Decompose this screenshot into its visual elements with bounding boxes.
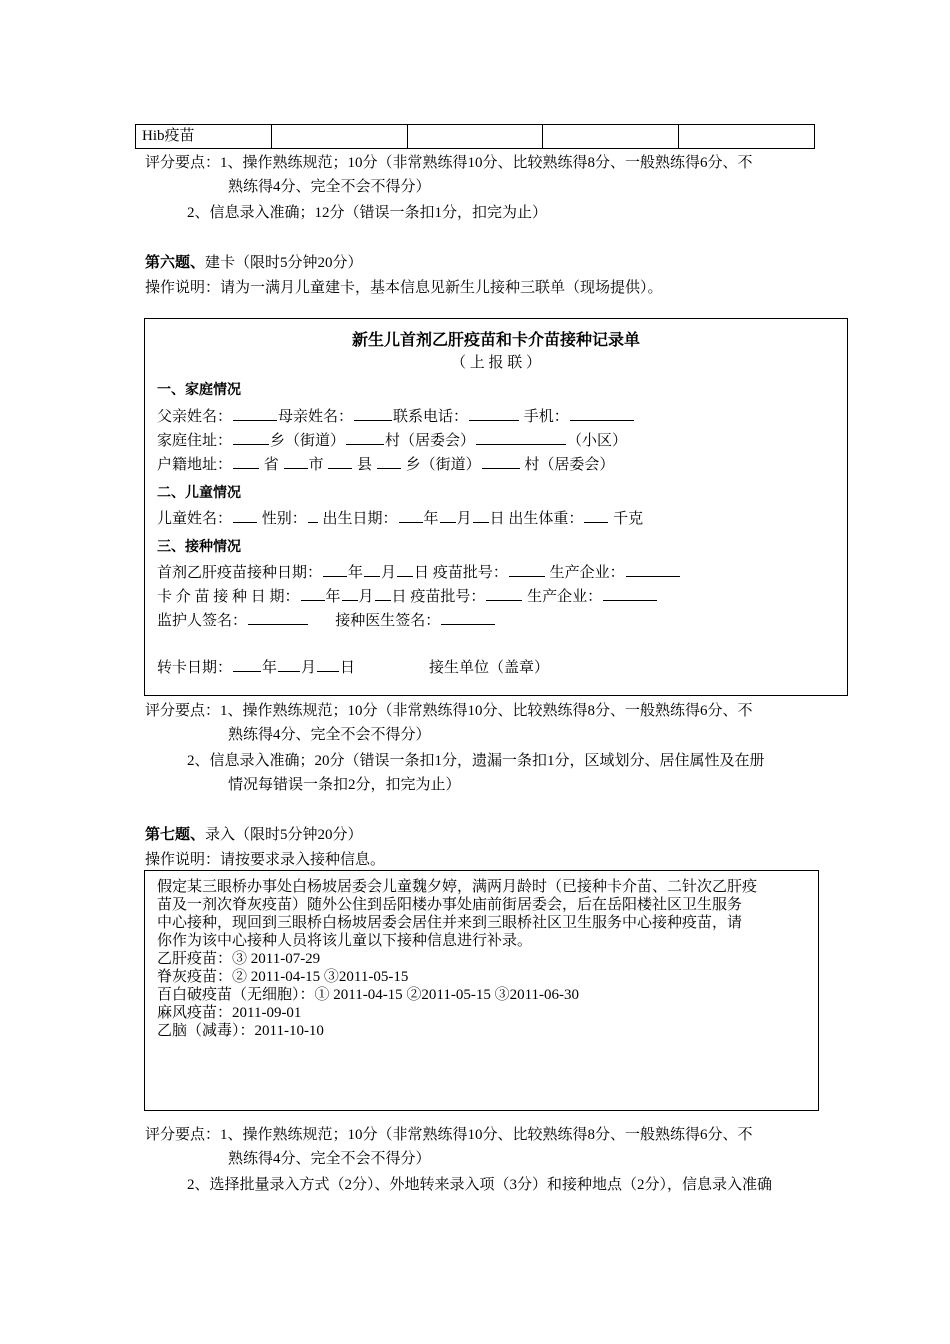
bcg-batch-blank[interactable] <box>486 585 522 601</box>
huji-label: 户籍地址： <box>157 457 233 473</box>
bcg-month-blank[interactable] <box>342 585 358 601</box>
xian-blank[interactable] <box>328 453 352 469</box>
shi-blank[interactable] <box>284 453 308 469</box>
q7-scoring-line2: 2、选择批量录入方式（2分）、外地转来录入项（3分）和接种地点（2分），信息录入准确 <box>187 1177 773 1193</box>
q6-scoring-line2: 2、信息录入准确；20分（错误一条扣1分，遗漏一条扣1分，区域划分、居住属性及在册 <box>187 753 765 769</box>
xiang2-blank[interactable] <box>377 453 401 469</box>
transfer-day-blank[interactable] <box>317 656 339 672</box>
xiang-label: 乡（街道） <box>270 433 346 449</box>
phone-label: 联系电话： <box>393 409 469 425</box>
hepb-year-blank[interactable] <box>323 561 347 577</box>
form-row-transfer <box>157 656 355 680</box>
hepb-day-blank[interactable] <box>397 561 413 577</box>
mobile-label: 手机： <box>523 409 569 425</box>
form-row-signatures <box>157 609 496 633</box>
form-subtitle: （ 上 报 联 ） <box>450 355 541 371</box>
child-name-label: 儿童姓名： <box>157 511 233 527</box>
q7-scoring-line1: 评分要点：1、操作熟练规范；10分（非常熟练得10分、比较熟练得8分、一般熟练得6分、不 <box>145 1127 753 1143</box>
transfer-month-blank[interactable] <box>278 656 300 672</box>
hepb-year-label: 年 <box>348 565 364 581</box>
hepb-maker-label: 生产企业： <box>549 565 625 581</box>
bcg-year-label: 年 <box>325 589 341 605</box>
hepb-day-label: 日 <box>414 565 430 581</box>
father-blank[interactable] <box>233 405 277 421</box>
q6-form-box <box>144 318 848 696</box>
q7-box-line: 乙脑（减毒）：2011-10-10 <box>157 1023 324 1039</box>
father-label: 父亲姓名： <box>157 409 233 425</box>
form-row-huji-address <box>157 453 614 477</box>
form-row-parents <box>157 405 635 429</box>
q6-instruction: 操作说明：请为一满月儿童建卡，基本信息见新生儿接种三联单（现场提供）。 <box>145 280 663 296</box>
transfer-date-label: 转卡日期： <box>157 660 233 676</box>
form-row-home-address <box>157 429 627 453</box>
hepb-date-label: 首剂乙肝疫苗接种日期： <box>157 565 323 581</box>
transfer-year-label: 年 <box>262 660 278 676</box>
hepb-batch-label: 疫苗批号： <box>432 565 508 581</box>
q6-scoring-line1: 评分要点：1、操作熟练规范；10分（非常熟练得10分、比较熟练得8分、一般熟练得6分、不 <box>145 703 753 719</box>
bcg-day-blank[interactable] <box>375 585 391 601</box>
mobile-blank[interactable] <box>570 405 634 421</box>
q7-box-line: 中心接种，现回到三眼桥白杨坡居委会居住并来到三眼桥社区卫生服务中心接种疫苗，请 <box>157 915 743 931</box>
transfer-month-label: 月 <box>301 660 317 676</box>
form-section-vaccination: 三、接种情况 <box>157 539 241 555</box>
guardian-label: 监护人签名： <box>157 613 248 629</box>
bcg-maker-label: 生产企业： <box>527 589 603 605</box>
cun-blank[interactable] <box>346 429 384 445</box>
birth-weight-blank[interactable] <box>584 507 608 523</box>
hepb-maker-blank[interactable] <box>626 561 680 577</box>
q7-box-line: 脊灰疫苗：② 2011-04-15 ③2011-05-15 <box>157 969 409 985</box>
sheng-label: 省 <box>263 457 279 473</box>
xiang2-label: 乡（街道） <box>405 457 481 473</box>
vaccine-table-row <box>135 124 815 149</box>
form-title: 新生儿首剂乙肝疫苗和卡介苗接种记录单 <box>351 332 640 349</box>
cun2-label: 村（居委会） <box>524 457 615 473</box>
phone-blank[interactable] <box>469 405 519 421</box>
birth-day-label: 日 <box>489 511 505 527</box>
delivery-unit-label: 接生单位（盖章） <box>429 660 550 676</box>
form-row-hepb <box>157 561 681 585</box>
q7-instruction: 操作说明：请按要求录入接种信息。 <box>145 852 386 868</box>
cun2-blank[interactable] <box>482 453 520 469</box>
xiaoqu-label: （小区） <box>567 433 628 449</box>
bcg-year-blank[interactable] <box>301 585 325 601</box>
xiaoqu-blank[interactable] <box>476 429 566 445</box>
home-address-label: 家庭住址： <box>157 433 233 449</box>
q7-box-line: 假定某三眼桥办事处白杨坡居委会儿童魏夕婷，满两月龄时（已接种卡介苗、二针次乙肝疫 <box>157 879 758 895</box>
form-row-child <box>157 507 643 531</box>
form-section-child: 二、儿童情况 <box>157 485 241 501</box>
shi-label: 市 <box>308 457 324 473</box>
child-name-blank[interactable] <box>233 507 257 523</box>
xiang-blank[interactable] <box>233 429 269 445</box>
transfer-year-blank[interactable] <box>233 656 261 672</box>
q7-box-line: 百白破疫苗（无细胞）：① 2011-04-15 ②2011-05-15 ③2011-06-30 <box>157 987 580 1003</box>
q7-box-line: 你作为该中心接种人员将该儿童以下接种信息进行补录。 <box>157 933 533 949</box>
q7-box-line: 苗及一剂次脊灰疫苗）随外公住到岳阳楼办事处庙前街居委会，后在岳阳楼社区卫生服务 <box>157 897 743 913</box>
doctor-blank[interactable] <box>441 609 495 625</box>
table-cell-vaccine: Hib疫苗 <box>136 125 272 148</box>
doctor-label: 接种医生签名： <box>335 613 441 629</box>
hepb-month-label: 月 <box>381 565 397 581</box>
birth-year-blank[interactable] <box>399 507 423 523</box>
bcg-date-label: 卡 介 苗 接 种 日 期： <box>157 589 300 605</box>
transfer-day-label: 日 <box>340 660 356 676</box>
q6-title-number: 第六题、 <box>145 255 206 271</box>
q7-box-line: 麻风疫苗：2011-09-01 <box>157 1005 302 1021</box>
birth-month-label: 月 <box>456 511 472 527</box>
bcg-batch-label: 疫苗批号： <box>410 589 486 605</box>
q5-scoring-line1: 评分要点：1、操作熟练规范；10分（非常熟练得10分、比较熟练得8分、一般熟练得6分、不 <box>145 155 753 171</box>
q7-box-line: 乙肝疫苗：③ 2011-07-29 <box>157 951 321 967</box>
q6-scoring-line1b: 熟练得4分、完全不会不得分） <box>228 727 431 743</box>
q7-title-text: 录入（限时5分钟20分） <box>205 827 363 843</box>
birth-day-blank[interactable] <box>473 507 489 523</box>
bcg-maker-blank[interactable] <box>603 585 657 601</box>
guardian-blank[interactable] <box>248 609 308 625</box>
birth-date-label: 出生日期： <box>322 511 398 527</box>
bcg-month-label: 月 <box>358 589 374 605</box>
table-cell[interactable] <box>543 125 679 148</box>
birth-weight-label: 出生体重： <box>508 511 584 527</box>
table-cell[interactable] <box>679 125 814 148</box>
bcg-day-label: 日 <box>391 589 407 605</box>
gender-label: 性别： <box>261 511 307 527</box>
mother-label: 母亲姓名： <box>278 409 354 425</box>
kg-label: 千克 <box>613 511 644 527</box>
form-section-family: 一、家庭情况 <box>157 382 241 398</box>
birth-month-blank[interactable] <box>440 507 456 523</box>
hepb-batch-blank[interactable] <box>509 561 545 577</box>
table-cell[interactable] <box>408 125 544 148</box>
q6-scoring-line2b: 情况每错误一条扣2分，扣完为止） <box>228 777 461 793</box>
q7-info-box <box>144 870 819 1111</box>
table-cell[interactable] <box>272 125 408 148</box>
q5-scoring-line1b: 熟练得4分、完全不会不得分） <box>228 179 431 195</box>
hepb-month-blank[interactable] <box>364 561 380 577</box>
q5-scoring-line2: 2、信息录入准确；12分（错误一条扣1分，扣完为止） <box>187 205 548 221</box>
q7-scoring-line1b: 熟练得4分、完全不会不得分） <box>228 1151 431 1167</box>
cun-label: 村（居委会） <box>385 433 476 449</box>
xian-label: 县 <box>357 457 373 473</box>
sheng-blank[interactable] <box>233 453 259 469</box>
form-row-bcg <box>157 585 658 609</box>
q6-title-text: 建卡（限时5分钟20分） <box>205 255 363 271</box>
birth-year-label: 年 <box>423 511 439 527</box>
q7-title-number: 第七题、 <box>145 827 206 843</box>
mother-blank[interactable] <box>354 405 392 421</box>
q7-title <box>145 823 363 847</box>
q6-title <box>145 251 363 275</box>
gender-blank[interactable] <box>308 507 318 523</box>
